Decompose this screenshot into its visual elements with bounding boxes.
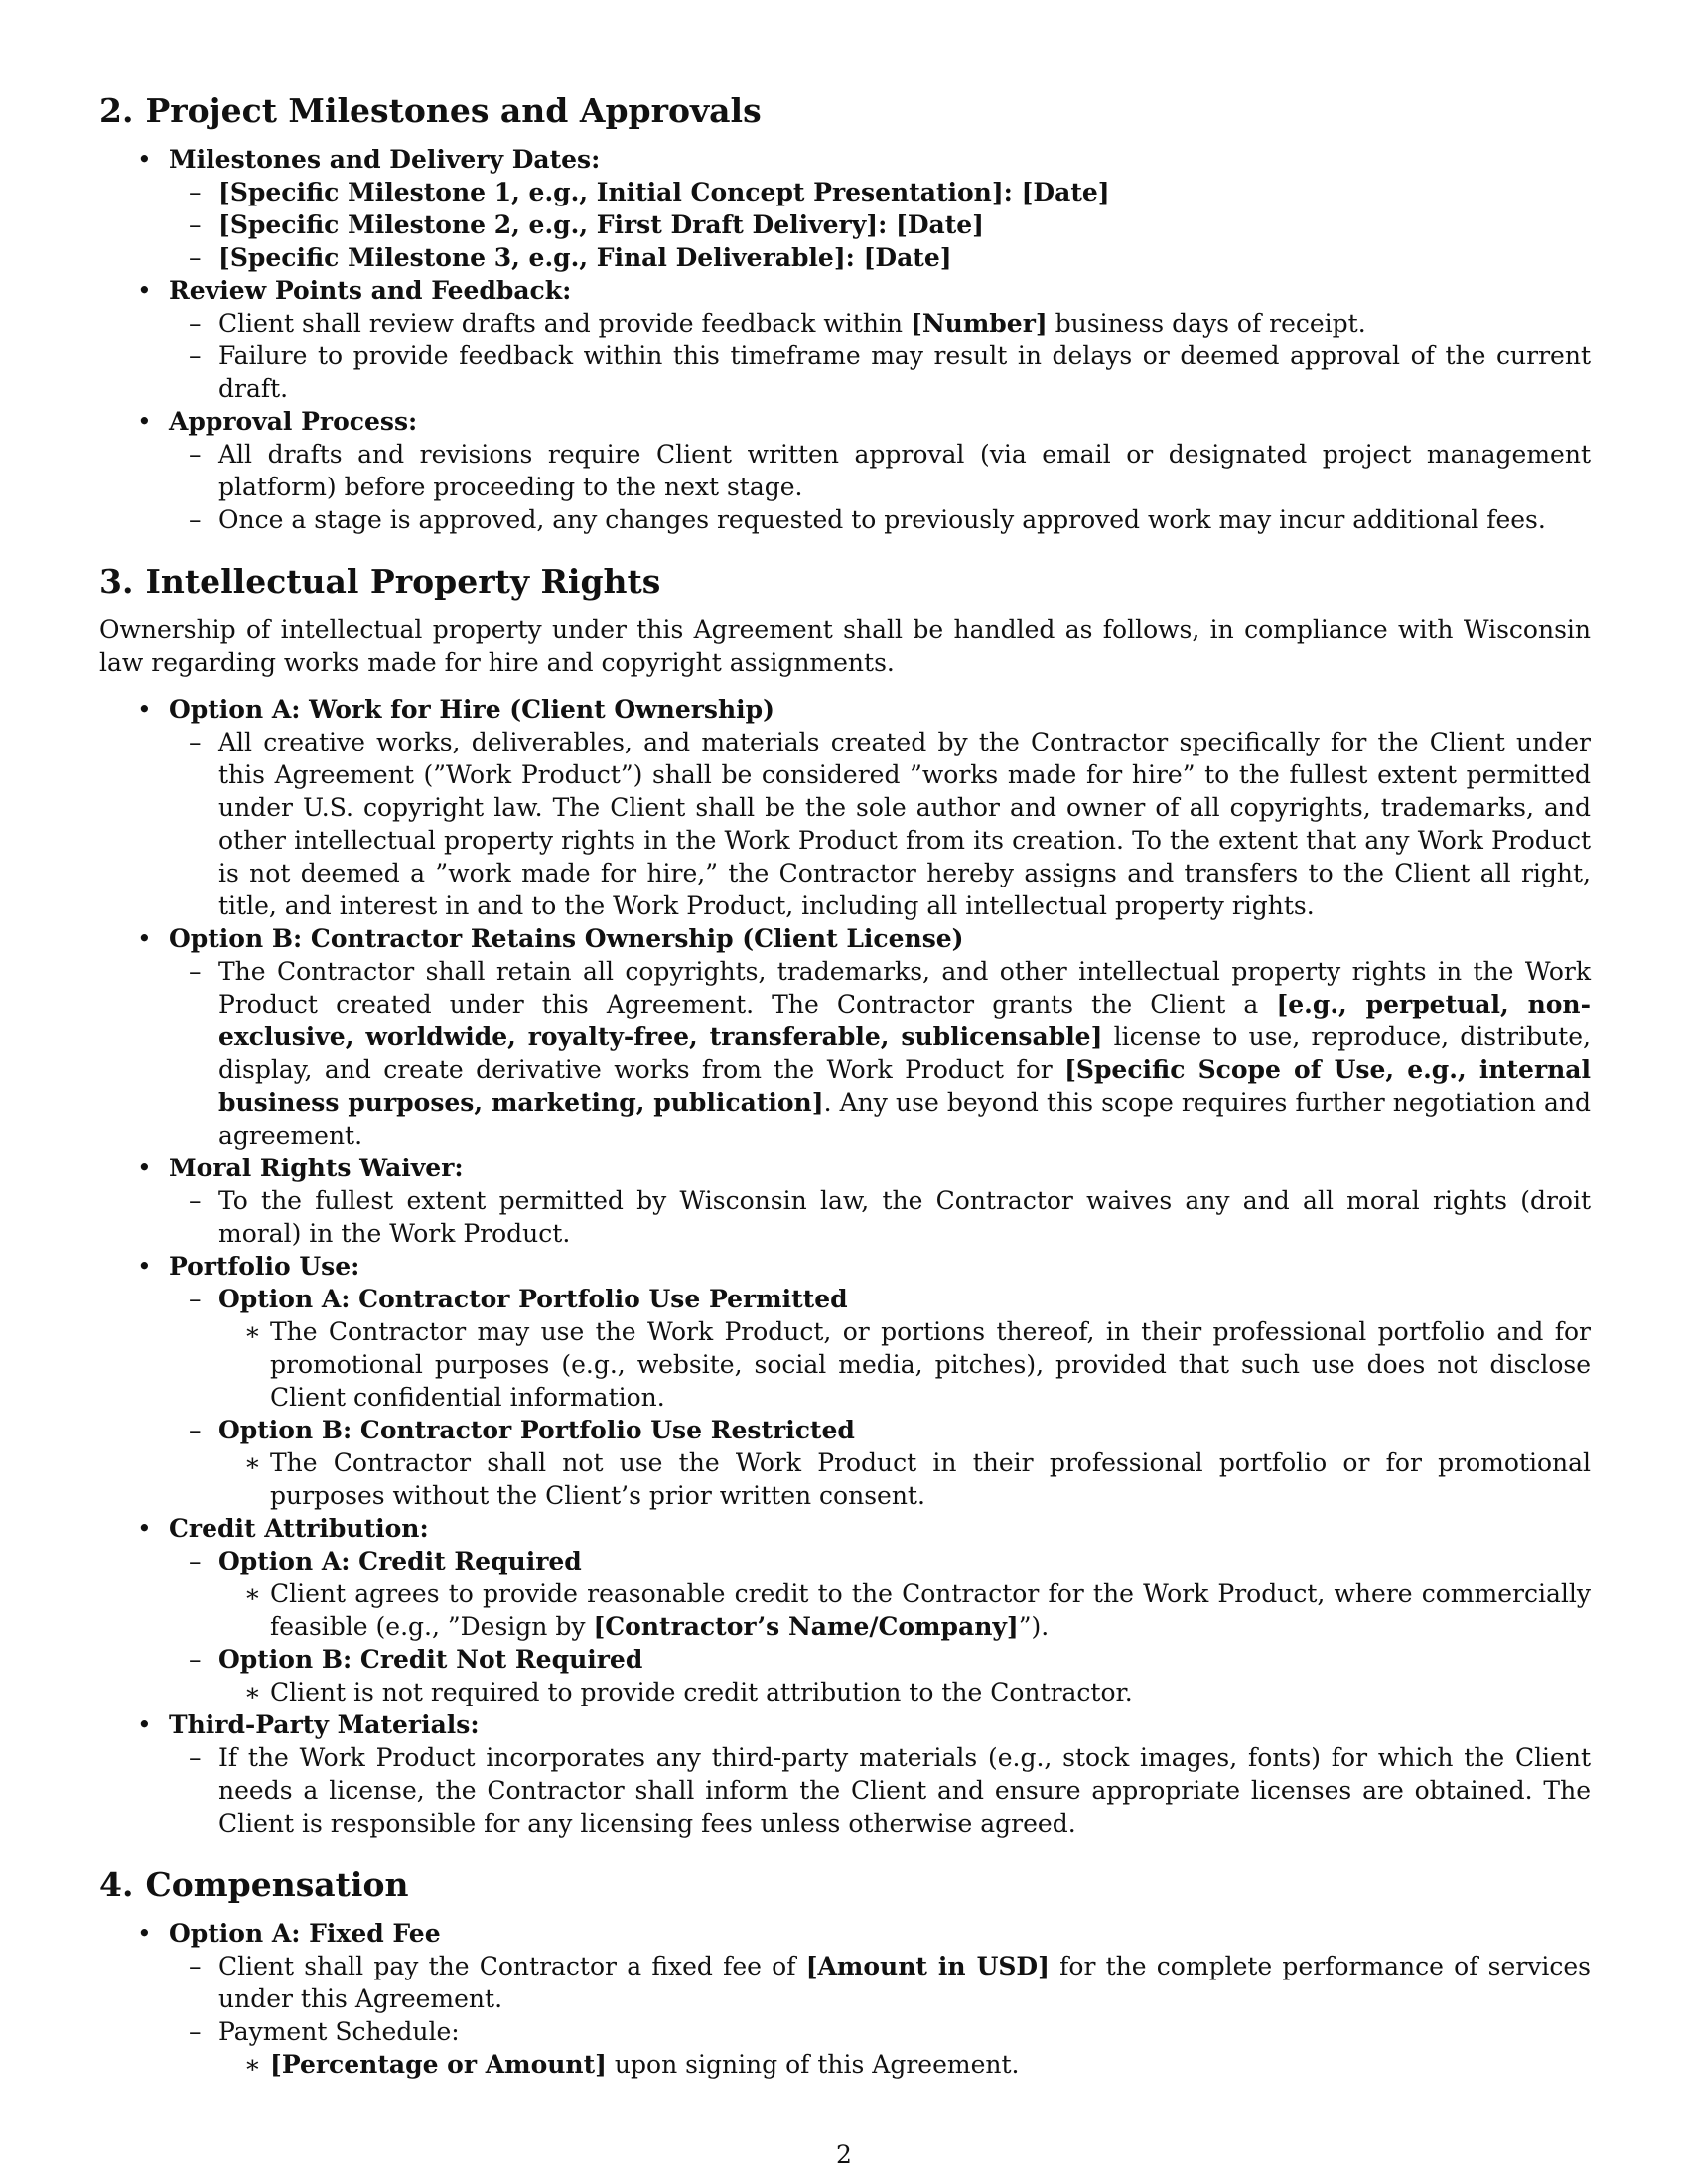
bullet-list (99, 1917, 1591, 2081)
section-compensation (99, 1863, 1591, 2081)
page-content (99, 89, 1591, 2105)
sub-sub-list (218, 1446, 1591, 1512)
list-item: ∗ [Percentage or Amount] upon signing of this Agreement. (218, 2048, 1591, 2081)
sub-list (159, 176, 1591, 274)
sub-list (159, 1950, 1591, 2081)
list-item: – Payment Schedule: ∗ [Percentage or Amount] upon signing of this Agreement. (159, 2015, 1591, 2081)
page-number: 2 (836, 2140, 852, 2169)
list-item: • Credit Attribution: – Option A: Credit Required ∗ Client agrees to provide reasonable credit to the Contractor for the Work Product, where commercially feasible (e.g., ”Design by [Contractor’s Name/Company]”). – Option B: Credit Not Required ∗ Client is not required to provide credit attribution to the Contractor. (99, 1512, 1591, 1708)
section-intro: Ownership of intellectual property under this Agreement shall be handled as follows, in compliance with Wisconsin law regarding works made for hire and copyright assignments. (99, 615, 1591, 677)
section-heading: 4. Compensation (99, 1865, 409, 1904)
sub-list (159, 438, 1591, 536)
sub-sub-list (218, 2048, 1591, 2081)
list-item: • Option A: Work for Hire (Client Ownership) – All creative works, deliverables, and materials created by the Contractor specifically for the Client under this Agreement (”Work Product”) shall be considered ”works made for hire” to the fullest extent permitted under U.S. copyright law. The Client shall be the sole author and owner of all copyrights, trademarks, and other intellectual property rights in the Work Product from its creation. To the extent that any Work Product is not deemed a ”work made for hire,” the Contractor hereby assigns and transfers to the Client all right, title, and interest in and to the Work Product, including all intellectual property rights. (99, 693, 1591, 922)
list-item: – The Contractor shall retain all copyrights, trademarks, and other intellectual property rights in the Work Product created under this Agreement. The Contractor grants the Client a [e.g., perpetual, non-exclusive, worldwide, royalty-free, transferable, sublicensable] license to use, reproduce, distribute, display, and create derivative works from the Work Product for [Specific Scope of Use, e.g., internal business purposes, marketing, publication]. Any use beyond this scope requires further negotiation and agreement. (159, 955, 1591, 1152)
sub-list (159, 726, 1591, 922)
list-item: – Once a stage is approved, any changes requested to previously approved work may incur additional fees. (159, 503, 1591, 536)
list-item: • Third-Party Materials: – If the Work Product incorporates any third-party materials (e.g., stock images, fonts) for which the Client needs a license, the Contractor shall inform the Client and ensure appropriate licenses are obtained. The Client is responsible for any licensing fees unless otherwise agreed. (99, 1708, 1591, 1840)
list-item: – Client shall pay the Contractor a fixed fee of [Amount in USD] for the complete performance of services under this Agreement. (159, 1950, 1591, 2015)
section-heading: 2. Project Milestones and Approvals (99, 91, 762, 130)
sub-sub-list (218, 1315, 1591, 1414)
list-item: ∗ Client is not required to provide credit attribution to the Contractor. (218, 1676, 1591, 1708)
sub-list (159, 1545, 1591, 1708)
sub-sub-list (218, 1676, 1591, 1708)
list-item: – [Specific Milestone 2, e.g., First Draft Delivery]: [Date] (159, 208, 1591, 241)
sub-list (159, 307, 1591, 405)
list-item: – Client shall review drafts and provide feedback within [Number] business days of receipt. (159, 307, 1591, 340)
list-item: – [Specific Milestone 3, e.g., Final Deliverable]: [Date] (159, 241, 1591, 274)
sub-list (159, 1184, 1591, 1250)
sub-list (159, 955, 1591, 1152)
sub-list (159, 1741, 1591, 1840)
list-item: • Moral Rights Waiver: – To the fullest extent permitted by Wisconsin law, the Contractor waives any and all moral rights (droit moral) in the Work Product. (99, 1152, 1591, 1250)
list-item: • Portfolio Use: – Option A: Contractor Portfolio Use Permitted ∗ The Contractor may use the Work Product, or portions thereof, in their professional portfolio and for promotional purposes (e.g., website, social media, pitches), provided that such use does not disclose Client confidential information. – Option B: Contractor Portfolio Use Restricted ∗ The Contractor shall not use the Work Product in their professional portfolio or for promotional purposes without the Client’s prior written consent. (99, 1250, 1591, 1512)
list-item: • Option A: Fixed Fee – Client shall pay the Contractor a fixed fee of [Amount in USD] for the complete performance of services under this Agreement. – Payment Schedule: ∗ [Percentage or Amount] upon signing of this Agreement. (99, 1917, 1591, 2081)
sub-sub-list (218, 1577, 1591, 1643)
sub-list (159, 1283, 1591, 1512)
list-item: ∗ The Contractor shall not use the Work Product in their professional portfolio or for promotional purposes without the Client’s prior written consent. (218, 1446, 1591, 1512)
list-item: ∗ The Contractor may use the Work Product, or portions thereof, in their professional portfolio and for promotional purposes (e.g., website, social media, pitches), provided that such use does not disclose Client confidential information. (218, 1315, 1591, 1414)
section-project-milestones (99, 89, 1591, 536)
list-item: – Option B: Contractor Portfolio Use Restricted ∗ The Contractor shall not use the Work Product in their professional portfolio or for promotional purposes without the Client’s prior written consent. (159, 1414, 1591, 1512)
list-item: – Option A: Credit Required ∗ Client agrees to provide reasonable credit to the Contractor for the Work Product, where commercially feasible (e.g., ”Design by [Contractor’s Name/Company]”). (159, 1545, 1591, 1643)
list-item: • Milestones and Delivery Dates: – [Specific Milestone 1, e.g., Initial Concept Presentation]: [Date] – [Specific Milestone 2, e.g., First Draft Delivery]: [Date] – [Specific Milestone 3, e.g., Final Deliverable]: [Date] (99, 143, 1591, 274)
section-intellectual-property (99, 560, 1591, 1840)
list-item: – [Specific Milestone 1, e.g., Initial Concept Presentation]: [Date] (159, 176, 1591, 208)
list-item: – If the Work Product incorporates any third-party materials (e.g., stock images, fonts) for which the Client needs a license, the Contractor shall inform the Client and ensure appropriate licenses are obtained. The Client is responsible for any licensing fees unless otherwise agreed. (159, 1741, 1591, 1840)
list-item: – All drafts and revisions require Client written approval (via email or designated project management platform) before proceeding to the next stage. (159, 438, 1591, 503)
list-item: – To the fullest extent permitted by Wisconsin law, the Contractor waives any and all moral rights (droit moral) in the Work Product. (159, 1184, 1591, 1250)
list-item: – Option A: Contractor Portfolio Use Permitted ∗ The Contractor may use the Work Product, or portions thereof, in their professional portfolio and for promotional purposes (e.g., website, social media, pitches), provided that such use does not disclose Client confidential information. (159, 1283, 1591, 1414)
section-heading: 3. Intellectual Property Rights (99, 562, 661, 601)
list-item: – Option B: Credit Not Required ∗ Client is not required to provide credit attribution to the Contractor. (159, 1643, 1591, 1708)
list-item: • Approval Process: – All drafts and revisions require Client written approval (via email or designated project management platform) before proceeding to the next stage. – Once a stage is approved, any changes requested to previously approved work may incur additional fees. (99, 405, 1591, 536)
list-item: • Option B: Contractor Retains Ownership (Client License) – The Contractor shall retain all copyrights, trademarks, and other intellectual property rights in the Work Product created under this Agreement. The Contractor grants the Client a [e.g., perpetual, non-exclusive, worldwide, royalty-free, transferable, sublicensable] license to use, reproduce, distribute, display, and create derivative works from the Work Product for [Specific Scope of Use, e.g., internal business purposes, marketing, publication]. Any use beyond this scope requires further negotiation and agreement. (99, 922, 1591, 1152)
bullet-list (99, 693, 1591, 1840)
list-item: – Failure to provide feedback within this timeframe may result in delays or deemed approval of the current draft. (159, 340, 1591, 405)
bullet-list (99, 143, 1591, 536)
list-item: ∗ Client agrees to provide reasonable credit to the Contractor for the Work Product, where commercially feasible (e.g., ”Design by [Contractor’s Name/Company]”). (218, 1577, 1591, 1643)
list-item: • Review Points and Feedback: – Client shall review drafts and provide feedback within [Number] business days of receipt. – Failure to provide feedback within this timeframe may result in delays or deemed approval of the current draft. (99, 274, 1591, 405)
list-item: – All creative works, deliverables, and materials created by the Contractor specifically for the Client under this Agreement (”Work Product”) shall be considered ”works made for hire” to the fullest extent permitted under U.S. copyright law. The Client shall be the sole author and owner of all copyrights, trademarks, and other intellectual property rights in the Work Product from its creation. To the extent that any Work Product is not deemed a ”work made for hire,” the Contractor hereby assigns and transfers to the Client all right, title, and interest in and to the Work Product, including all intellectual property rights. (159, 726, 1591, 922)
